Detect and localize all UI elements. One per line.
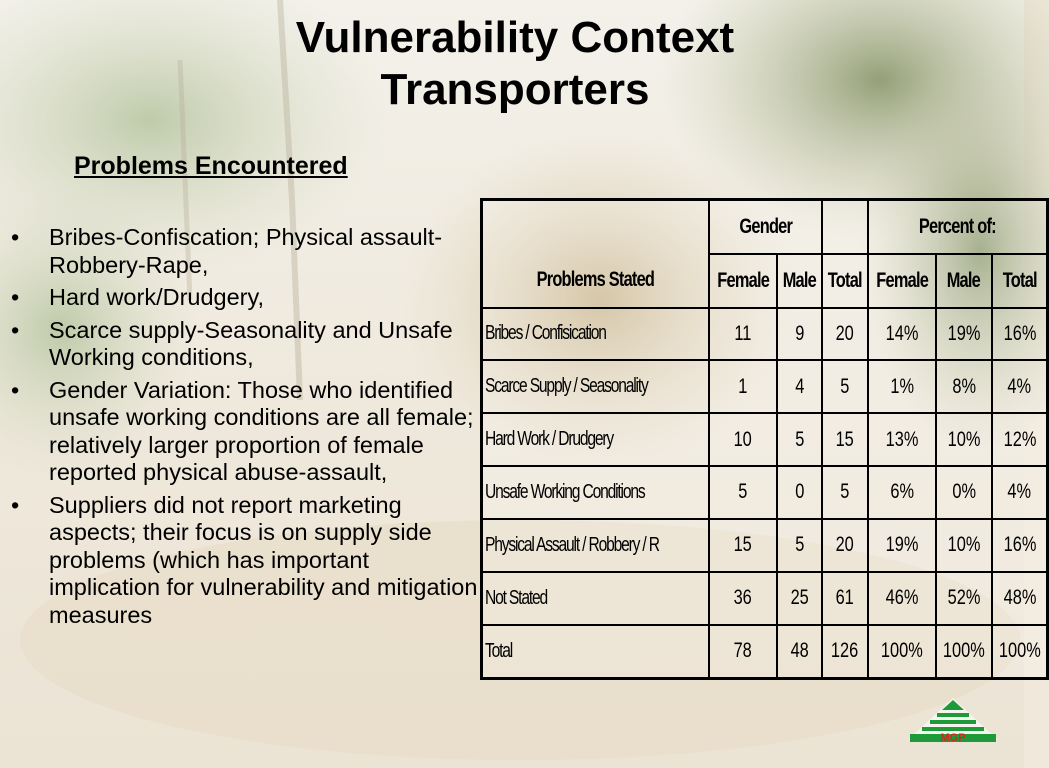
table-row <box>482 572 1048 625</box>
table-cell: 61 <box>822 572 868 625</box>
table-cell: 52% <box>936 572 992 625</box>
row-label: Not Stated <box>482 572 709 625</box>
table-cell: 16% <box>992 519 1048 572</box>
table-row <box>482 519 1048 572</box>
table-cell: 20 <box>822 519 868 572</box>
table-cell: 15 <box>709 519 777 572</box>
bullet-text: Scarce supply-Seasonality and Unsafe Working conditions, <box>49 316 453 370</box>
bullet-icon: • <box>11 316 20 343</box>
bullet-icon: • <box>11 224 20 250</box>
table-cell: 5 <box>777 519 822 572</box>
table-cell: 48 <box>777 625 822 679</box>
problems-table <box>480 198 1049 680</box>
table-cell: 100% <box>868 625 936 679</box>
table-cell: 1 <box>709 360 777 413</box>
logo-text: MGP <box>940 732 966 744</box>
bullet-text: Hard work/Drudgery, <box>49 284 265 310</box>
table-cell: 4% <box>992 360 1048 413</box>
list-item <box>8 377 480 487</box>
table-row <box>482 413 1048 466</box>
column-header: Total <box>822 254 868 308</box>
table-cell: 46% <box>868 572 936 625</box>
column-header: Male <box>936 254 992 308</box>
section-heading: Problems Encountered <box>74 152 348 180</box>
problems-stated-header: Problems Stated <box>482 254 709 308</box>
table-cell: 78 <box>709 625 777 679</box>
percent-group-header: Percent of: <box>868 200 1048 254</box>
bullet-text: Suppliers did not report marketing aspects; their focus is on supply side problems (which has important implication for vulnerability and mitigation measures <box>49 491 478 628</box>
column-header: Female <box>709 254 777 308</box>
column-header: Total <box>992 254 1048 308</box>
row-label: Bribes / Confisication <box>482 308 709 361</box>
bullet-list <box>8 224 480 634</box>
table-cell: 126 <box>822 625 868 679</box>
table-cell: 12% <box>992 413 1048 466</box>
table-cell: 10 <box>709 413 777 466</box>
table-cell: 100% <box>936 625 992 679</box>
table-cell: 4 <box>777 360 822 413</box>
bullet-text: Bribes-Confiscation; Physical assault-Robbery-Rape, <box>49 224 443 278</box>
table-cell: 0% <box>936 466 992 519</box>
bullet-icon: • <box>11 284 20 310</box>
row-label: Unsafe Working Conditions <box>482 466 709 519</box>
bullet-icon: • <box>11 491 20 518</box>
logo-stripe <box>922 727 984 731</box>
logo-triangle-top <box>942 700 964 710</box>
table-subheader-row <box>482 254 1048 308</box>
table-cell: 14% <box>868 308 936 361</box>
list-item <box>8 492 480 630</box>
table-cell: 36 <box>709 572 777 625</box>
table-cell: 8% <box>936 360 992 413</box>
table-cell: 19% <box>936 308 992 361</box>
table-cell: 16% <box>992 308 1048 361</box>
table-cell: 0 <box>777 466 822 519</box>
list-item <box>8 284 480 312</box>
mgp-logo <box>906 696 1000 746</box>
header-spacer-cell <box>822 200 868 254</box>
table-corner-cell <box>482 200 709 254</box>
list-item <box>8 224 480 279</box>
table-row <box>482 466 1048 519</box>
gender-group-header: Gender <box>709 200 822 254</box>
table-cell: 4% <box>992 466 1048 519</box>
bullet-text: Gender Variation: Those who identified unsafe working conditions are all female; relatively larger proportion of female reported physical abuse-assault, <box>49 376 474 485</box>
table-cell: 20 <box>822 308 868 361</box>
table-row <box>482 308 1048 361</box>
table-header-row <box>482 200 1048 254</box>
table-cell: 5 <box>822 360 868 413</box>
table-cell: 11 <box>709 308 777 361</box>
row-label: Scarce Supply / Seasonality <box>482 360 709 413</box>
table-cell: 5 <box>709 466 777 519</box>
table-cell: 15 <box>822 413 868 466</box>
table-cell: 9 <box>777 308 822 361</box>
table-cell: 13% <box>868 413 936 466</box>
table-cell: 19% <box>868 519 936 572</box>
table-cell: 1% <box>868 360 936 413</box>
table-cell: 48% <box>992 572 1048 625</box>
table-cell: 6% <box>868 466 936 519</box>
row-label: Hard Work / Drudgery <box>482 413 709 466</box>
row-label: Physical Assault / Robbery / R <box>482 519 709 572</box>
title-line-2: Transporters <box>380 65 650 114</box>
table-row <box>482 360 1048 413</box>
table-cell: 100% <box>992 625 1048 679</box>
column-header: Female <box>868 254 936 308</box>
table-cell: 10% <box>936 413 992 466</box>
slide-title <box>0 12 1030 116</box>
title-line-1: Vulnerability Context <box>295 13 735 62</box>
row-label: Total <box>482 625 709 679</box>
table-total-row <box>482 625 1048 679</box>
bullet-icon: • <box>11 376 20 403</box>
table-cell: 5 <box>822 466 868 519</box>
table-cell: 5 <box>777 413 822 466</box>
column-header: Male <box>777 254 822 308</box>
table-cell: 25 <box>777 572 822 625</box>
list-item <box>8 317 480 372</box>
logo-stripe <box>937 713 969 717</box>
table-cell: 10% <box>936 519 992 572</box>
logo-stripe <box>930 720 976 724</box>
